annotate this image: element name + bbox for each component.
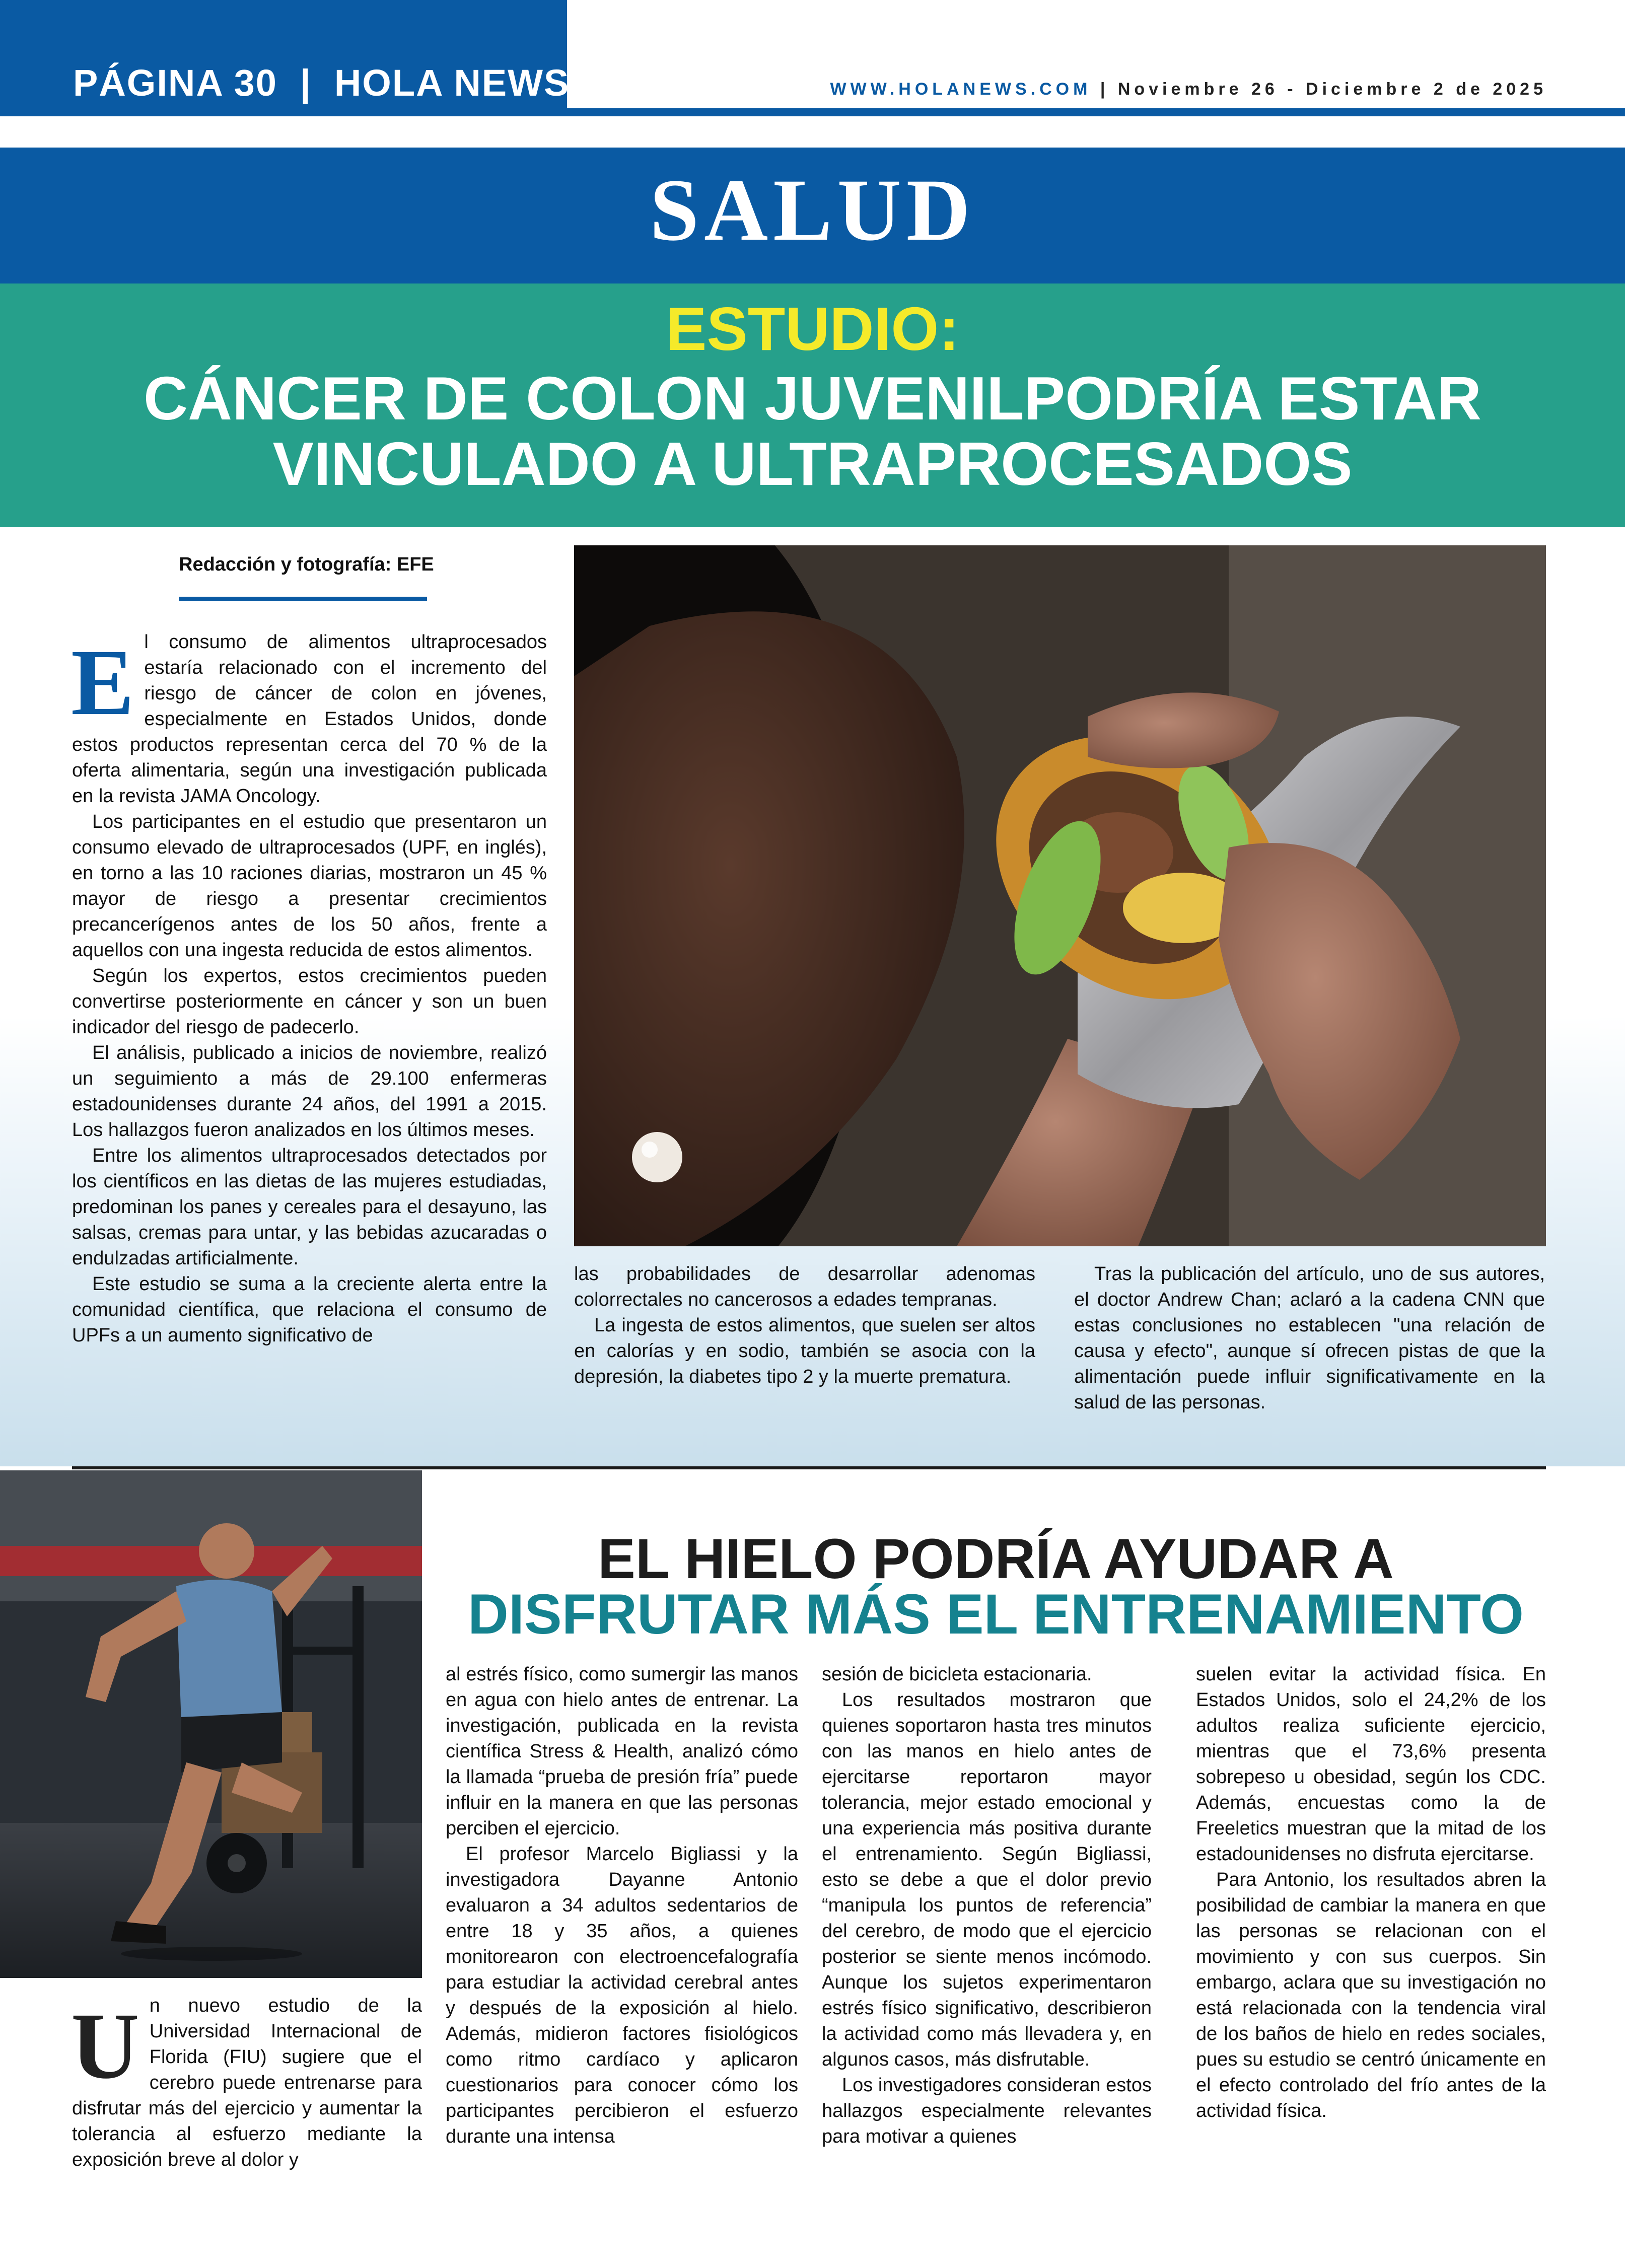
- article2-paragraph: al estrés físico, como sumergir las manos en agua con hielo antes de entrenar. La investigación, publicada en la revista científica Stress & Health, analizó cómo la llamada “prueba de presión fría” puede influir en la manera en que las personas perciben el ejercicio.: [446, 1664, 798, 1839]
- article1-column-3: [1074, 1261, 1545, 1415]
- article2-lead-column: [72, 1993, 422, 2173]
- gym-illustration: [0, 1470, 422, 1978]
- burrito-photo: [574, 545, 1546, 1246]
- article2-paragraph: suelen evitar la actividad física. En Estados Unidos, solo el 24,2% de los adultos realiza suficiente ejercicio, mientras que el 73,6% presenta sobrepeso u obesidad, según los CDC. Además, encuestas como la de Freeletics muestran que la mitad de los estadounidenses no disfruta ejercitarse.: [1196, 1664, 1546, 1865]
- article1-paragraph: El análisis, publicado a inicios de noviembre, realizó un seguimiento a más de 29.100 enfermeras estadounidenses durante 24 años, del 1991 a 2015. Los hallazgos fueron analizados en los últimos meses.: [72, 1042, 547, 1141]
- article2-paragraph: Los investigadores consideran estos hallazgos especialmente relevantes para motivar a quienes: [822, 2075, 1152, 2147]
- page-label: PÁGINA 30 | HOLA NEWS: [73, 62, 570, 104]
- article1-headline-line-2: VINCULADO A ULTRAPROCESADOS: [272, 430, 1353, 498]
- gym-photo: [0, 1470, 422, 1978]
- masthead-info: [830, 80, 1547, 99]
- website-link[interactable]: WWW.HOLANEWS.COM: [830, 80, 1092, 99]
- article1-headline-line-1: CÁNCER DE COLON JUVENILPODRÍA ESTAR: [143, 364, 1482, 433]
- article1-paragraph: las probabilidades de desarrollar adenomas colorrectales no cancerosos a edades tempranas.: [574, 1263, 1035, 1310]
- section-title: SALUD: [650, 161, 975, 259]
- article1-column-1: [72, 629, 547, 1349]
- article2-column-2: [822, 1662, 1152, 2150]
- article2-column-3: [1196, 1662, 1546, 2124]
- burrito-illustration: [574, 545, 1546, 1246]
- byline-rule: [179, 597, 427, 601]
- article1-paragraph-1: [72, 629, 547, 809]
- paragraph-text: l consumo de alimentos ultraprocesados estaría relacionado con el incremento del riesgo de cáncer de colon en jóvenes, especialmente en Estados Unidos, donde estos productos representan cerca del 70 % de la oferta alimentaria, según una investigación publicada en la revista JAMA Oncology.: [72, 631, 547, 807]
- article2-paragraph: Los resultados mostraron que quienes soportaron hasta tres minutos con las manos en hielo antes de ejercitarse reportaron mayor tolerancia, mejor estado emocional y una experiencia más positiva durante el entrenamiento. Según Bigliassi, esto se debe a que el dolor previo “manipula los puntos de referencia” del cerebro, de modo que el ejercicio posterior se siente menos incómodo. Aunque los sujetos experimentaron estrés físico significativo, describieron la actividad como más llevadera y, en algunos casos, más disfrutable.: [822, 1689, 1152, 2070]
- article2-dropcap: U: [71, 1993, 139, 2098]
- article2-column-1: [446, 1662, 798, 2150]
- article1-column-2: [574, 1261, 1035, 1390]
- article1-paragraph: La ingesta de estos alimentos, que suelen ser altos en calorías y en sodio, también se asocia con la depresión, la diabetes tipo 2 y la muerte prematura.: [574, 1315, 1035, 1387]
- paragraph-text: n nuevo estudio de la Universidad Internacional de Florida (FIU) sugiere que el cerebro puede entrenarse para disfrutar más del ejercicio y aumentar la tolerancia al esfuerzo mediante la exposición breve al dolor y: [72, 1995, 422, 2170]
- article2-headline-line-1: EL HIELO PODRÍA AYUDAR A: [598, 1527, 1394, 1590]
- issue-date: Noviembre 26 - Diciembre 2 de 2025: [1117, 80, 1547, 99]
- article2-paragraph: Para Antonio, los resultados abren la posibilidad de cambiar la manera en que las personas se relacionan con el movimiento y con sus cuerpos. Sin embargo, aclara que su investigación no está relacionada con la tendencia viral de los baños de hielo en redes sociales, pues su estudio se centró únicamente en el efecto controlado del frío antes de la actividad física.: [1196, 1869, 1546, 2121]
- article1-paragraph: Este estudio se suma a la creciente alerta entre la comunidad científica, que relaciona el consumo de UPFs a un aumento significativo de: [72, 1273, 547, 1346]
- article2-lead-paragraph: [72, 1993, 422, 2173]
- section-divider: [72, 1466, 1546, 1469]
- article1-paragraph: Tras la publicación del artículo, uno de sus autores, el doctor Andrew Chan; aclaró a la cadena CNN que estas conclusiones no establecen "una relación de causa y efecto", aunque sí ofrecen pistas de que la alimentación puede influir significativamente en la salud de las personas.: [1074, 1263, 1545, 1413]
- article1-kicker: ESTUDIO:: [666, 295, 959, 363]
- masthead-separator: |: [1091, 80, 1118, 99]
- article2-paragraph: sesión de bicicleta estacionaria.: [822, 1664, 1092, 1685]
- masthead-rule: [567, 108, 1625, 116]
- article1-paragraph: Según los expertos, estos crecimientos pueden convertirse posteriormente en cáncer y son un buen indicador del riesgo de padecerlo.: [72, 965, 547, 1038]
- article1-byline: Redacción y fotografía: EFE: [179, 554, 434, 575]
- article2-headline-line-2: DISFRUTAR MÁS EL ENTRENAMIENTO: [468, 1583, 1524, 1646]
- article1-paragraph: Entre los alimentos ultraprocesados detectados por los científicos en las dietas de las mujeres estudiadas, predominan los panes y cereales para el desayuno, las salsas, cremas para untar, y las bebidas azucaradas o endulzadas artificialmente.: [72, 1145, 547, 1269]
- article1-paragraph: Los participantes en el estudio que presentaron un consumo elevado de ultraprocesados (UPF, en inglés), en torno a las 10 raciones diarias, mostraron un 45 % mayor de riesgo a presentar crecimientos precancerígenos antes de los 50 años, frente a aquellos con una ingesta reducida de estos alimentos.: [72, 811, 547, 961]
- article2-paragraph: El profesor Marcelo Bigliassi y la investigadora Dayanne Antonio evaluaron a 34 adultos sedentarios de entre 18 y 35 años, a quienes monitorearon con electroencefalografía para estudiar la actividad cerebral antes y después de la exposición al hielo. Además, midieron factores fisiológicos como ritmo cardíaco y aplicaron cuestionarios para conocer cómo los participantes percibieron el esfuerzo durante una intensa: [446, 1844, 798, 2147]
- article1-dropcap: E: [71, 629, 134, 735]
